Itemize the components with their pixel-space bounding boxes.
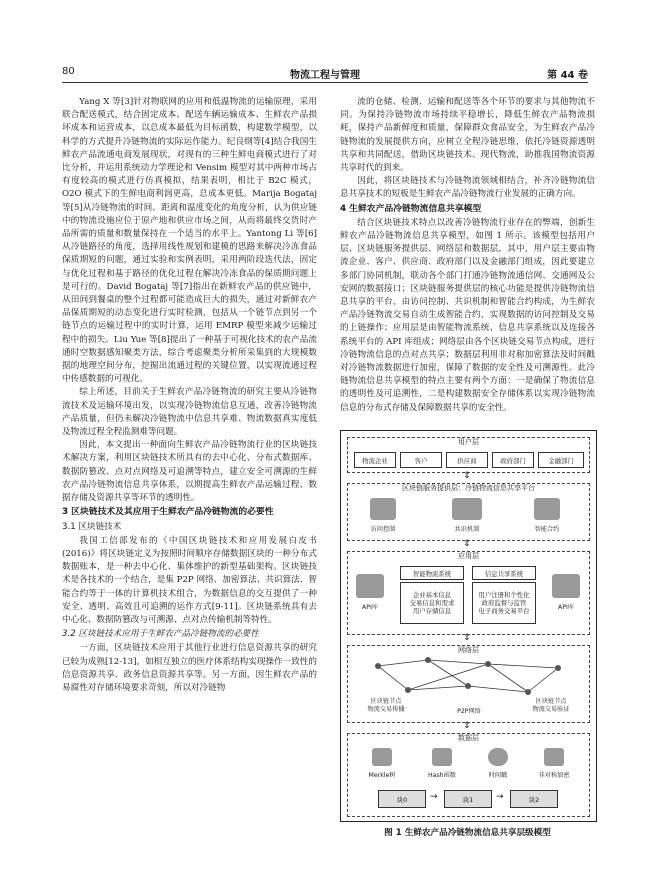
merkle-tree-icon <box>372 748 392 766</box>
data-label: 时间戳 <box>488 772 508 779</box>
hash-icon <box>432 748 452 766</box>
app-layer-title: 应用层 <box>458 552 479 560</box>
user-layer-title: 用户层 <box>458 438 479 446</box>
system-title: 智能物流系统 <box>400 566 464 580</box>
smart-contract-icon <box>534 498 560 520</box>
arrow-down-icon: ⇕ <box>463 721 471 731</box>
section-heading: 3 区块链技术及其应用于生鲜农产品冷链物流的必要性 <box>62 507 274 518</box>
consensus-icon <box>452 498 482 520</box>
section-heading: 4 生鲜农产品冷链物流信息共享模型 <box>340 203 482 214</box>
paragraph: 流的仓储、检测、运输和配送等各个环节的要求与其他物流不同。为保持冷链物流市场持续平稳增长，降低生鲜农产品物流损耗，保持产品新鲜度和质量，保障群众食品安全，为生鲜农产品冷链物流的发展提供方向，应树立全程冷链思维，依托冷链资源透明共享和共同配送，借助区块链技术、现代物流，助推我国物流资源共享时代的到来。 <box>340 97 595 174</box>
left-column <box>62 96 317 695</box>
user-box: 金融部门 <box>538 452 584 468</box>
service-layer <box>347 483 590 541</box>
data-label: Hash函数 <box>428 772 456 779</box>
arrow-down-icon: ⇕ <box>463 539 471 549</box>
subsection-heading: 3.2 区块链技术应用于生鲜农产品冷链物流的必要性 <box>62 629 259 640</box>
system-body: 用户注册和个性化 政府监督与监管 电子商务交易平台 <box>472 582 536 624</box>
network-layer <box>347 645 590 723</box>
user-box: 政府部门 <box>492 452 534 468</box>
user-box: 客户 <box>400 452 442 468</box>
system-title: 信息共享系统 <box>472 566 536 580</box>
page-header <box>62 64 588 83</box>
service-label: 访问控制 <box>370 526 396 533</box>
lock-icon <box>544 748 564 766</box>
volume-number: 第 44 卷 <box>547 70 588 81</box>
data-label: Merkle树 <box>368 772 396 779</box>
service-layer-title: 区块链服务提供层：冷链物流信息共享平台 <box>402 484 535 492</box>
block: 块0 <box>378 790 426 808</box>
data-label: 非对称加密 <box>538 772 570 779</box>
arrow-down-icon: ⇕ <box>463 471 471 481</box>
paragraph: 因此，本文提出一种面向生鲜农产品冷链物流行业的区块链技术解决方案，利用区块链技术所具有的去中心化、分布式数据库、数据防篡改、点对点网络及可追溯等特点，建立安全可溯源的生鲜农产品冷链物流信息共享体系，以期提高生鲜农产品运输过程、数据存储及资源共享等环节的透明性。 <box>62 440 317 504</box>
system-body: 企业基本信息 交易信息和需求 用户存储信息 <box>400 582 464 624</box>
paragraph: 一方面，区块链技术应用于其他行业进行信息资源共享的研究已较为成熟[12-13]，如相互独立的医疗体系结构实现操作一致性的信息资源共享、政务信息资源共享等。另一方面，因生鲜农产品的易腐性对存储环境要求苛刻，所以对冷链物 <box>62 643 317 693</box>
right-column <box>340 96 595 415</box>
paragraph: 综上所述，目前关于生鲜农产品冷链物流的研究主要从冷链物流技术及运输环境出发，以实现冷链物流信息互通，改善冷链物流产品质量，但仍未解决冷链物流中信息共享难、物流数据真实度低及物流过程全程监测难等问题。 <box>62 387 317 438</box>
block: 块2 <box>510 790 558 808</box>
api-library-icon <box>552 574 580 598</box>
network-layer-title: 网络层 <box>458 646 479 654</box>
chain-arrow-icon: → <box>430 792 438 802</box>
chain-arrow-icon: → <box>496 792 504 802</box>
service-label: 智能合约 <box>534 526 560 533</box>
paragraph: Yang X 等[3]针对物联网的应用和低温物流的运输原理，采用联合配送模式，结合固定成本、配送车辆运输成本、生鲜农产品损坏成本和运营成本，以总成本最低为目标函数，构建数学模型，以科学的方式提升冷链物流的实际运作能力。纪良纲等[4]结合我国生鲜农产品流通电商发展现状，对现有的三种生鲜电商模式进行了对比分析，并运用系统动力学理论和 Vensim 模型对其中两种市场占有度较高的模式进行仿真模拟，结果表明，相比于 B2C 模式，O2O 模式下的生鲜电商利润更高，总成本更低。Marija Bogataj 等[5]从冷链物流的时间、距离和温度变化的角度分析，认为供应链中的物流设施应位于原产地和供应市场之间，从而将最终交货时产品所需的质量和数量保持在一个适当的水平上。Yantong Li 等[6]从冷链路径的角度，选择用线性规划和建模的思路来解决冷冻食品保质期短的问题，通过实验和实例表明，采用两阶段迭代法，固定与优化过程和基于路径的优化过程在解决冷冻食品的保质期问题上是可行的。David Bogataj 等[7]指出在新鲜农产品的供应链中，从田间到餐桌的整个过程都可能造成巨大的损失，通过对新鲜农产品保质期短的动态变化进行实时检测，包括从一个链节点到另一个链节点的运输过程中的实时计算，运用 EMRP 模型来减少运输过程中的损失。Liu Yue 等[8]提出了一种基于可视化技术的农产品流通时空数据感知聚类方法，综合考虑聚类分析所采集到的大规模数据的地理空间分布，挖掘出流通过程的关键位置，以实现流通过程中传感数据的可视化。 <box>62 97 317 385</box>
block: 块1 <box>444 790 492 808</box>
paragraph: 结合区块链技术特点以改善冷链物流行业存在的弊端，创新生鲜农产品冷链物流信息共享模型，如图 1 所示。该模型包括用户层、区块链服务提供层、网络层和数据层，其中，用户层主要由物流企业、客户、供应商、政府部门以及金融部门组成，因此要建立多部门协同机制，联动各个部门打通冷链物流通信网、交通网及公安网的数据接口；区块链服务提供层的核心功能是提供冷链物流信息共享的平台，由访问控制、共识机制和智能合约构成，为生鲜农产品冷链物流交易自动生成智能合约，实现数据的访问控制及交易的上链操作；应用层是由智能物流系统、信息共享系统以及连接各系统平台的 API 库组成；网络层由各个区块链交易节点构成，进行冷链物流信息的点对点共享；数据层利用非对称加密算法及时间戳对冷链物流数据进行加密，保障了数据的安全性及可溯源性。此冷链物流信息共享模型的特点主要有两个方面：一是确保了物流信息的透明性及可追溯性，二是构建数据安全存储体系以实现冷链物流信息的分布式存储及保障数据共享的安全性。 <box>340 217 595 413</box>
figure-diagram <box>340 430 597 822</box>
user-box: 供应商 <box>446 452 488 468</box>
data-layer-title: 数据层 <box>458 734 479 742</box>
user-layer <box>347 437 590 473</box>
access-control-icon <box>370 498 396 520</box>
app-layer <box>347 551 590 635</box>
node-label: 区块链节点 物流交易传播 <box>367 698 405 713</box>
api-library-icon <box>356 574 384 598</box>
figure-caption: 图 1 生鲜农产品冷链物流信息共享层级模型 <box>384 828 551 838</box>
p2p-label: P2P网络 <box>457 708 481 715</box>
paragraph: 因此，将区块链技术与冷链物流领域相结合，补齐冷链物流信息共享技术的短板是生鲜农产品冷链物流行业发展的正确方向。 <box>340 176 595 200</box>
data-layer <box>347 733 590 817</box>
arrow-down-icon: ⇕ <box>463 633 471 643</box>
journal-title: 物流工程与管理 <box>290 70 360 81</box>
node-label: 区块链节点 物流交易验证 <box>532 698 570 713</box>
page-number: 80 <box>62 66 75 77</box>
user-box: 物流企业 <box>354 452 396 468</box>
paragraph: 我国工信部发布的《中国区块链技术和应用发展白皮书(2016)》将区块链定义为按照时间顺序存储数据区块的一种分布式数据账本，是一种去中心化、集体维护的新型基础架构。区块链技术是各技术的一个结合，是集 P2P 网络、加密算法、共识算法、智能合约等于一体的计算机技术组合，为数据信息的交互提供了一种安全、透明、高效且可追溯的运作方式[9-11]。区块链系统具有去中心化、数据防篡改与可溯源、点对点传输机制等特性。 <box>62 535 317 625</box>
api-label: API库 <box>558 604 574 611</box>
subsection-heading: 3.1 区块链技术 <box>62 521 122 532</box>
clock-icon <box>488 748 508 766</box>
api-label: API库 <box>362 604 378 611</box>
service-label: 共识机制 <box>454 526 480 533</box>
